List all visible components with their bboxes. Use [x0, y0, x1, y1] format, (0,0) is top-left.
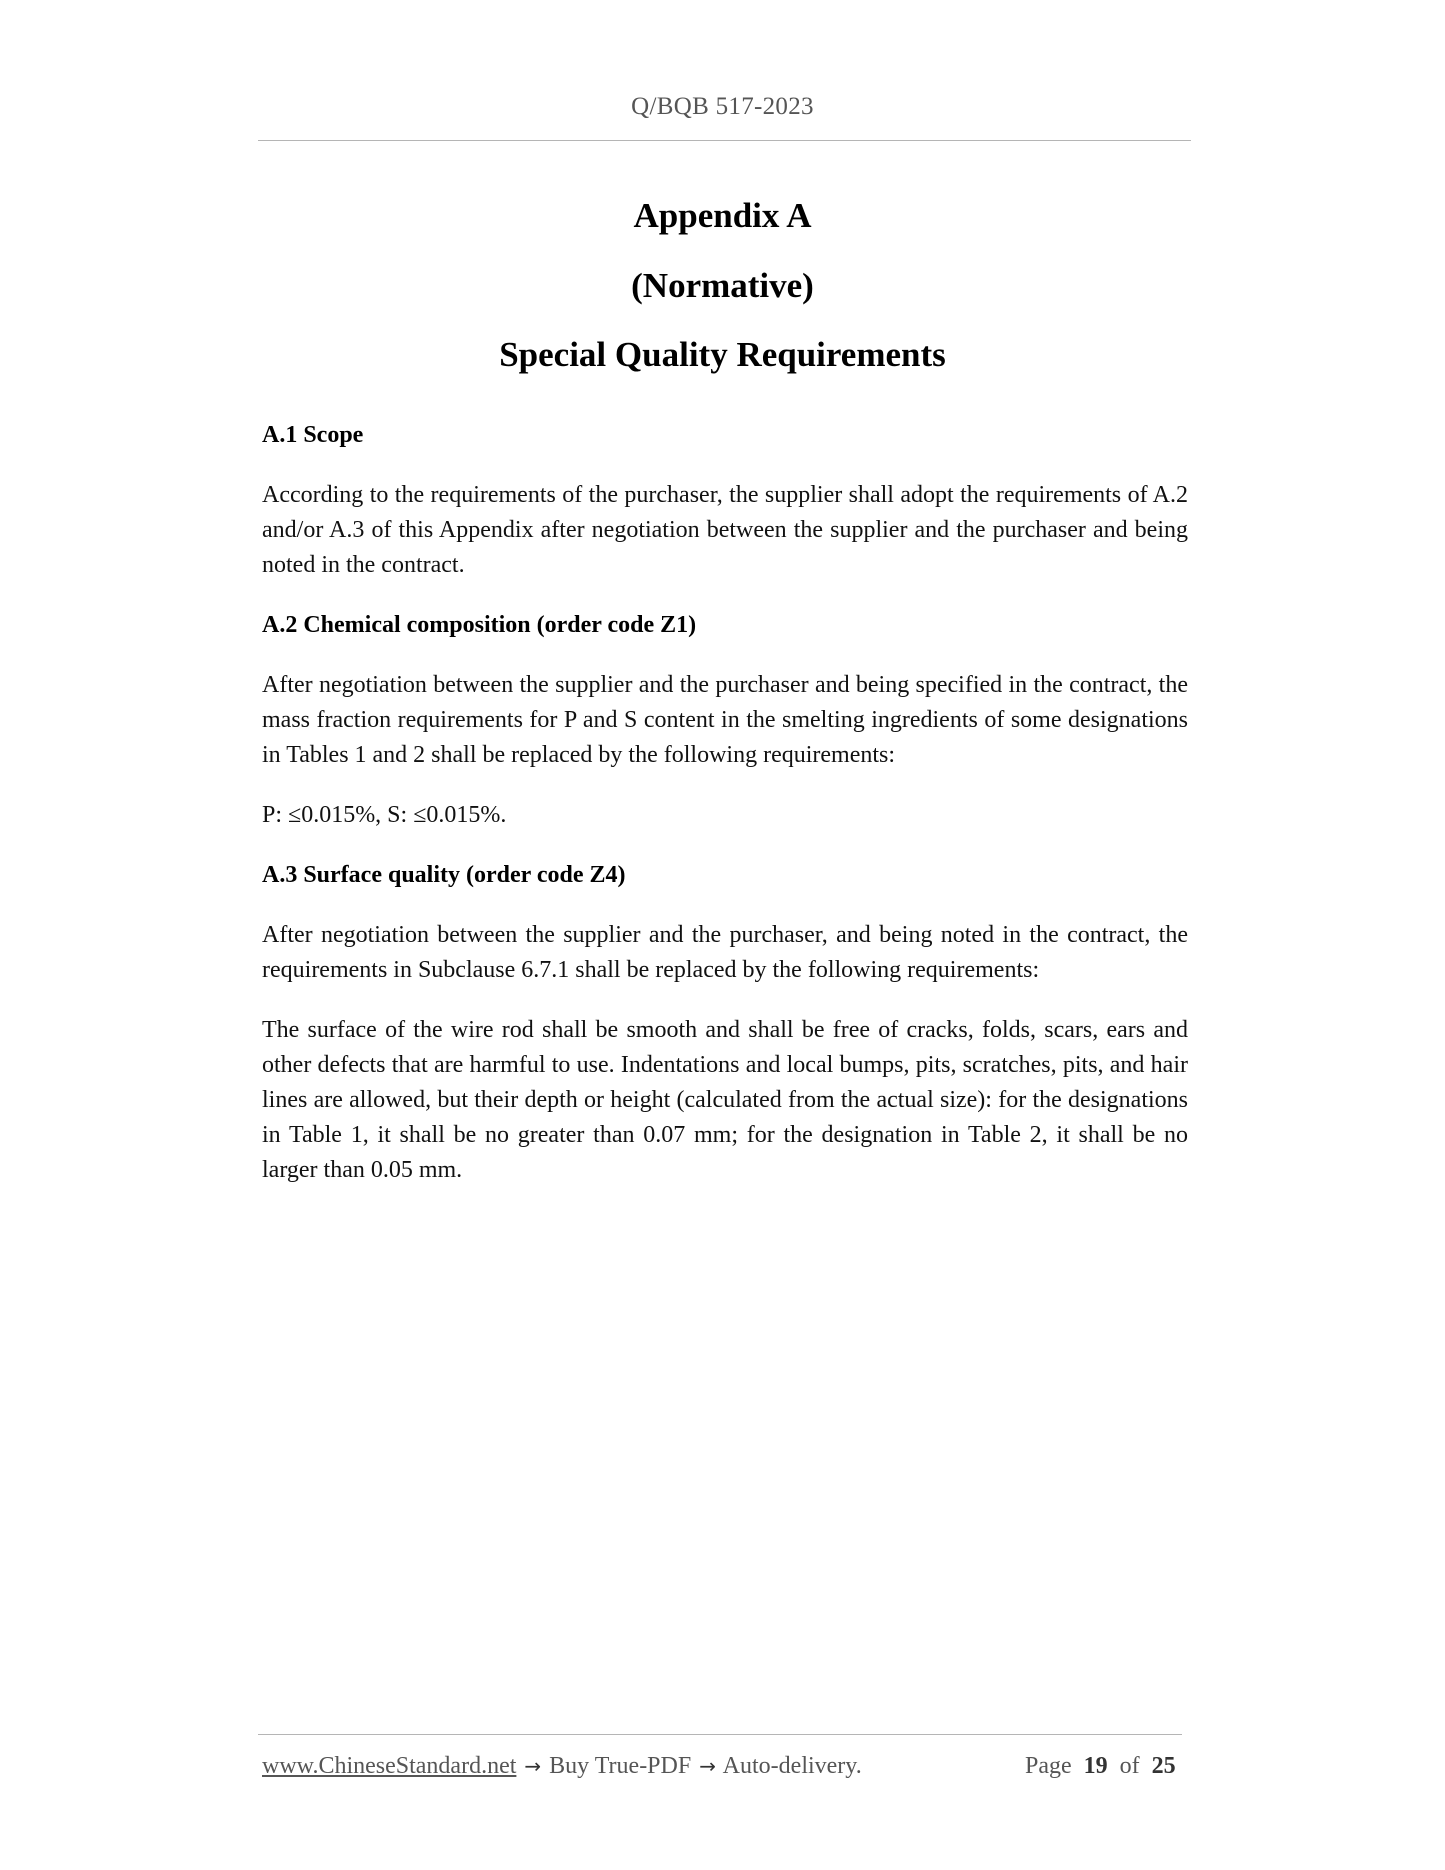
current-page-number: 19	[1083, 1753, 1108, 1779]
section-a3-heading: A.3 Surface quality (order code Z4)	[262, 862, 626, 888]
document-code-header: Q/BQB 517-2023	[631, 93, 814, 120]
section-a2-limits: P: ≤0.015%, S: ≤0.015%.	[262, 802, 507, 828]
buy-pdf-text: Buy True-PDF	[549, 1753, 692, 1779]
auto-delivery-text: Auto-delivery.	[722, 1753, 862, 1779]
arrow-right-icon: →	[699, 1754, 716, 1778]
footer-divider	[258, 1734, 1182, 1735]
section-a2-heading: A.2 Chemical composition (order code Z1)	[262, 612, 697, 638]
appendix-normative-label: (Normative)	[631, 266, 814, 305]
total-pages-number: 25	[1151, 1753, 1176, 1779]
section-a2-paragraph: After negotiation between the supplier and the purchaser and being specified in the contract, the mass fraction requirements for P and S content in the smelting ingredients of some designations in Tables 1 and 2 shall be replaced by the following requirements:	[262, 672, 1188, 768]
arrow-right-icon: →	[524, 1754, 542, 1778]
appendix-content	[262, 418, 1188, 1213]
section-a3-requirements: The surface of the wire rod shall be smooth and shall be free of cracks, folds, scars, ears and other defects that are harmful to use. Indentations and local bumps, pits, scratches, pits, and hair lines are allowed, but their depth or height (calculated from the actual size): for the designations in Table 1, it shall be no greater than 0.07 mm; for the designation in Table 2, it shall be no larger than 0.05 mm.	[262, 1017, 1188, 1183]
section-a1-paragraph: According to the requirements of the purchaser, the supplier shall adopt the requirements of A.2 and/or A.3 of this Appendix after negotiation between the supplier and the purchaser and being noted in the contract.	[262, 482, 1188, 578]
appendix-title: Appendix A	[633, 196, 812, 235]
appendix-subtitle: Special Quality Requirements	[499, 335, 946, 374]
header-divider	[258, 140, 1191, 141]
section-a1-heading: A.1 Scope	[262, 422, 364, 448]
page-label: Page	[1025, 1753, 1072, 1779]
of-label: of	[1119, 1753, 1140, 1779]
page-number	[1025, 1753, 1176, 1780]
website-link[interactable]: www.ChineseStandard.net	[262, 1753, 517, 1779]
section-a3-paragraph: After negotiation between the supplier and the purchaser, and being noted in the contract, the requirements in Subclause 6.7.1 shall be replaced by the following requirements:	[262, 922, 1188, 983]
footer-links	[262, 1753, 862, 1780]
